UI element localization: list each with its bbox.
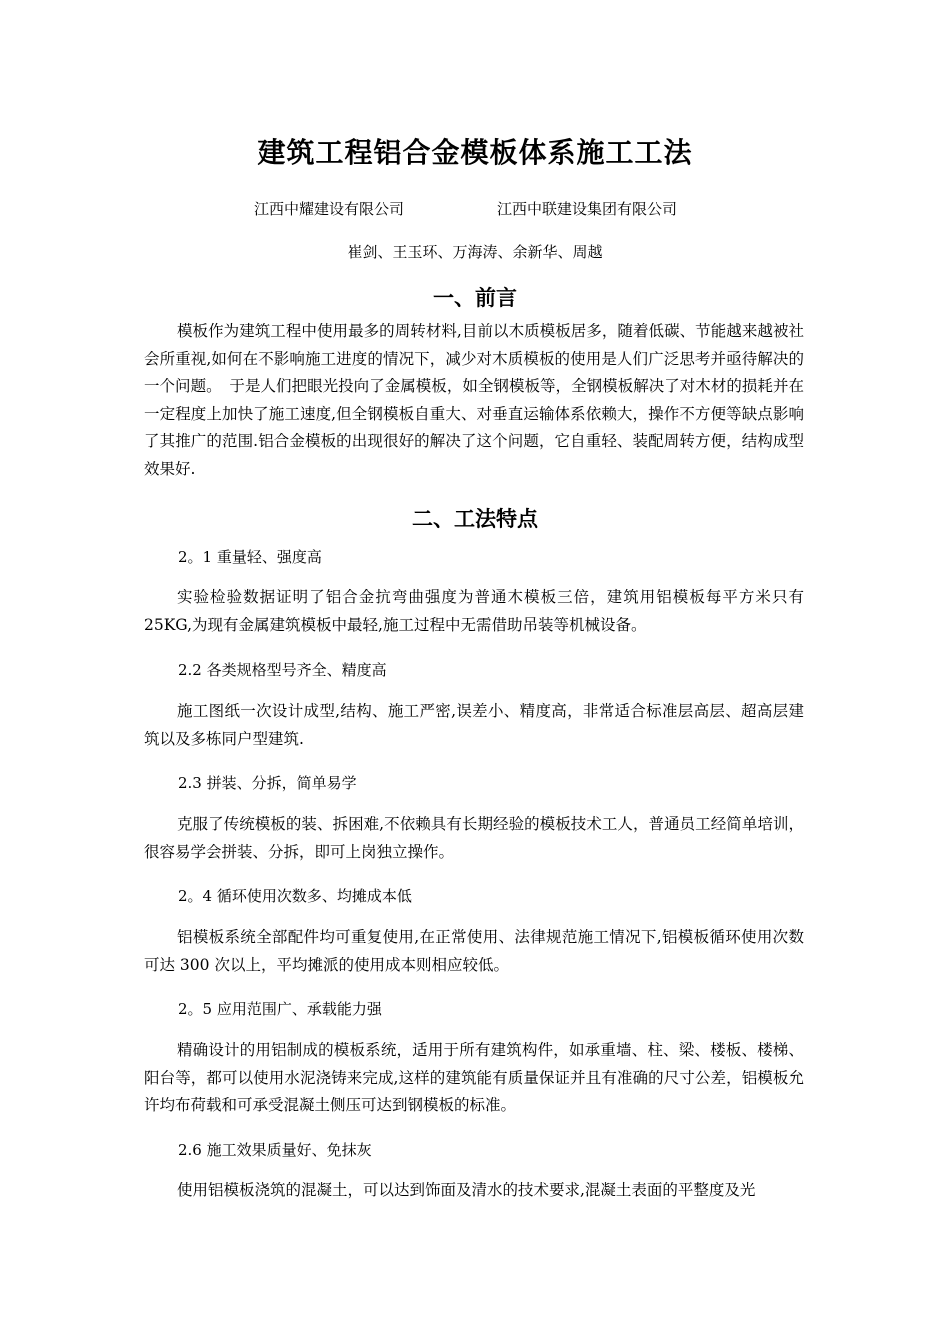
organization-right: 江西中联建设集团有限公司 — [497, 200, 678, 218]
subsection-2-2-title: 2.2 各类规格型号齐全、精度高 — [178, 661, 387, 679]
section-heading-features: 二、工法特点 — [412, 506, 538, 531]
subsection-2-4-paragraph: 铝模板系统全部配件均可重复使用,在正常使用、法律规范施工情况下,铝模板循环使用次数可达 300 次以上，平均摊派的使用成本则相应较低。 — [144, 928, 804, 974]
subsection-2-5-paragraph: 精确设计的用铝制成的模板系统，适用于所有建筑构件，如承重墙、柱、梁、楼板、楼梯、阳台等，都可以使用水泥浇铸来完成,这样的建筑能有质量保证并且有准确的尺寸公差，铝模板允许均布荷载和可承受混凝土侧压可达到钢模板的标准。 — [144, 1041, 804, 1114]
preface-paragraph: 模板作为建筑工程中使用最多的周转材料,目前以木质模板居多，随着低碳、节能越来越被社会所重视,如何在不影响施工进度的情况下，减少对木质模板的使用是人们广泛思考并亟待解决的一个问题。 于是人们把眼光投向了金属模板，如全钢模板等，全钢模板解决了对木材的损耗并在一定程度上加快了施工速度,但全钢模板自重大、对垂直运输体系依赖大，操作不方便等缺点影响了其推广的范围.铝合金模板的出现很好的解决了这个问题，它自重轻、装配周转方便，结构成型效果好. — [144, 322, 804, 478]
subsection-2-3-paragraph: 克服了传统模板的装、拆困难,不依赖具有长期经验的模板技术工人，普通员工经简单培训，很容易学会拼装、分拆，即可上岗独立操作。 — [144, 815, 804, 861]
section-heading-preface: 一、前言 — [433, 285, 517, 310]
subsection-2-6-paragraph: 使用铝模板浇筑的混凝土，可以达到饰面及清水的技术要求,混凝土表面的平整度及光 — [177, 1181, 756, 1199]
subsection-2-5-title: 2。5 应用范围广、承载能力强 — [178, 1000, 382, 1018]
document-title: 建筑工程铝合金模板体系施工工法 — [257, 136, 693, 169]
organization-left: 江西中耀建设有限公司 — [254, 200, 405, 218]
subsection-2-1-paragraph: 实验检验数据证明了铝合金抗弯曲强度为普通木模板三倍，建筑用铝模板每平方米只有25KG,为现有金属建筑模板中最轻,施工过程中无需借助吊装等机械设备。 — [144, 588, 804, 634]
subsection-2-2-paragraph: 施工图纸一次设计成型,结构、施工严密,误差小、精度高，非常适合标准层高层、超高层建筑以及多栋同户型建筑. — [144, 702, 804, 748]
subsection-2-3-title: 2.3 拼装、分拆，简单易学 — [178, 774, 357, 792]
subsection-2-4-title: 2。4 循环使用次数多、均摊成本低 — [178, 887, 412, 905]
subsection-2-1-title: 2。1 重量轻、强度高 — [178, 548, 322, 566]
subsection-2-6-title: 2.6 施工效果质量好、免抹灰 — [178, 1141, 372, 1159]
authors: 崔剑、王玉环、万海涛、余新华、周越 — [347, 243, 603, 261]
